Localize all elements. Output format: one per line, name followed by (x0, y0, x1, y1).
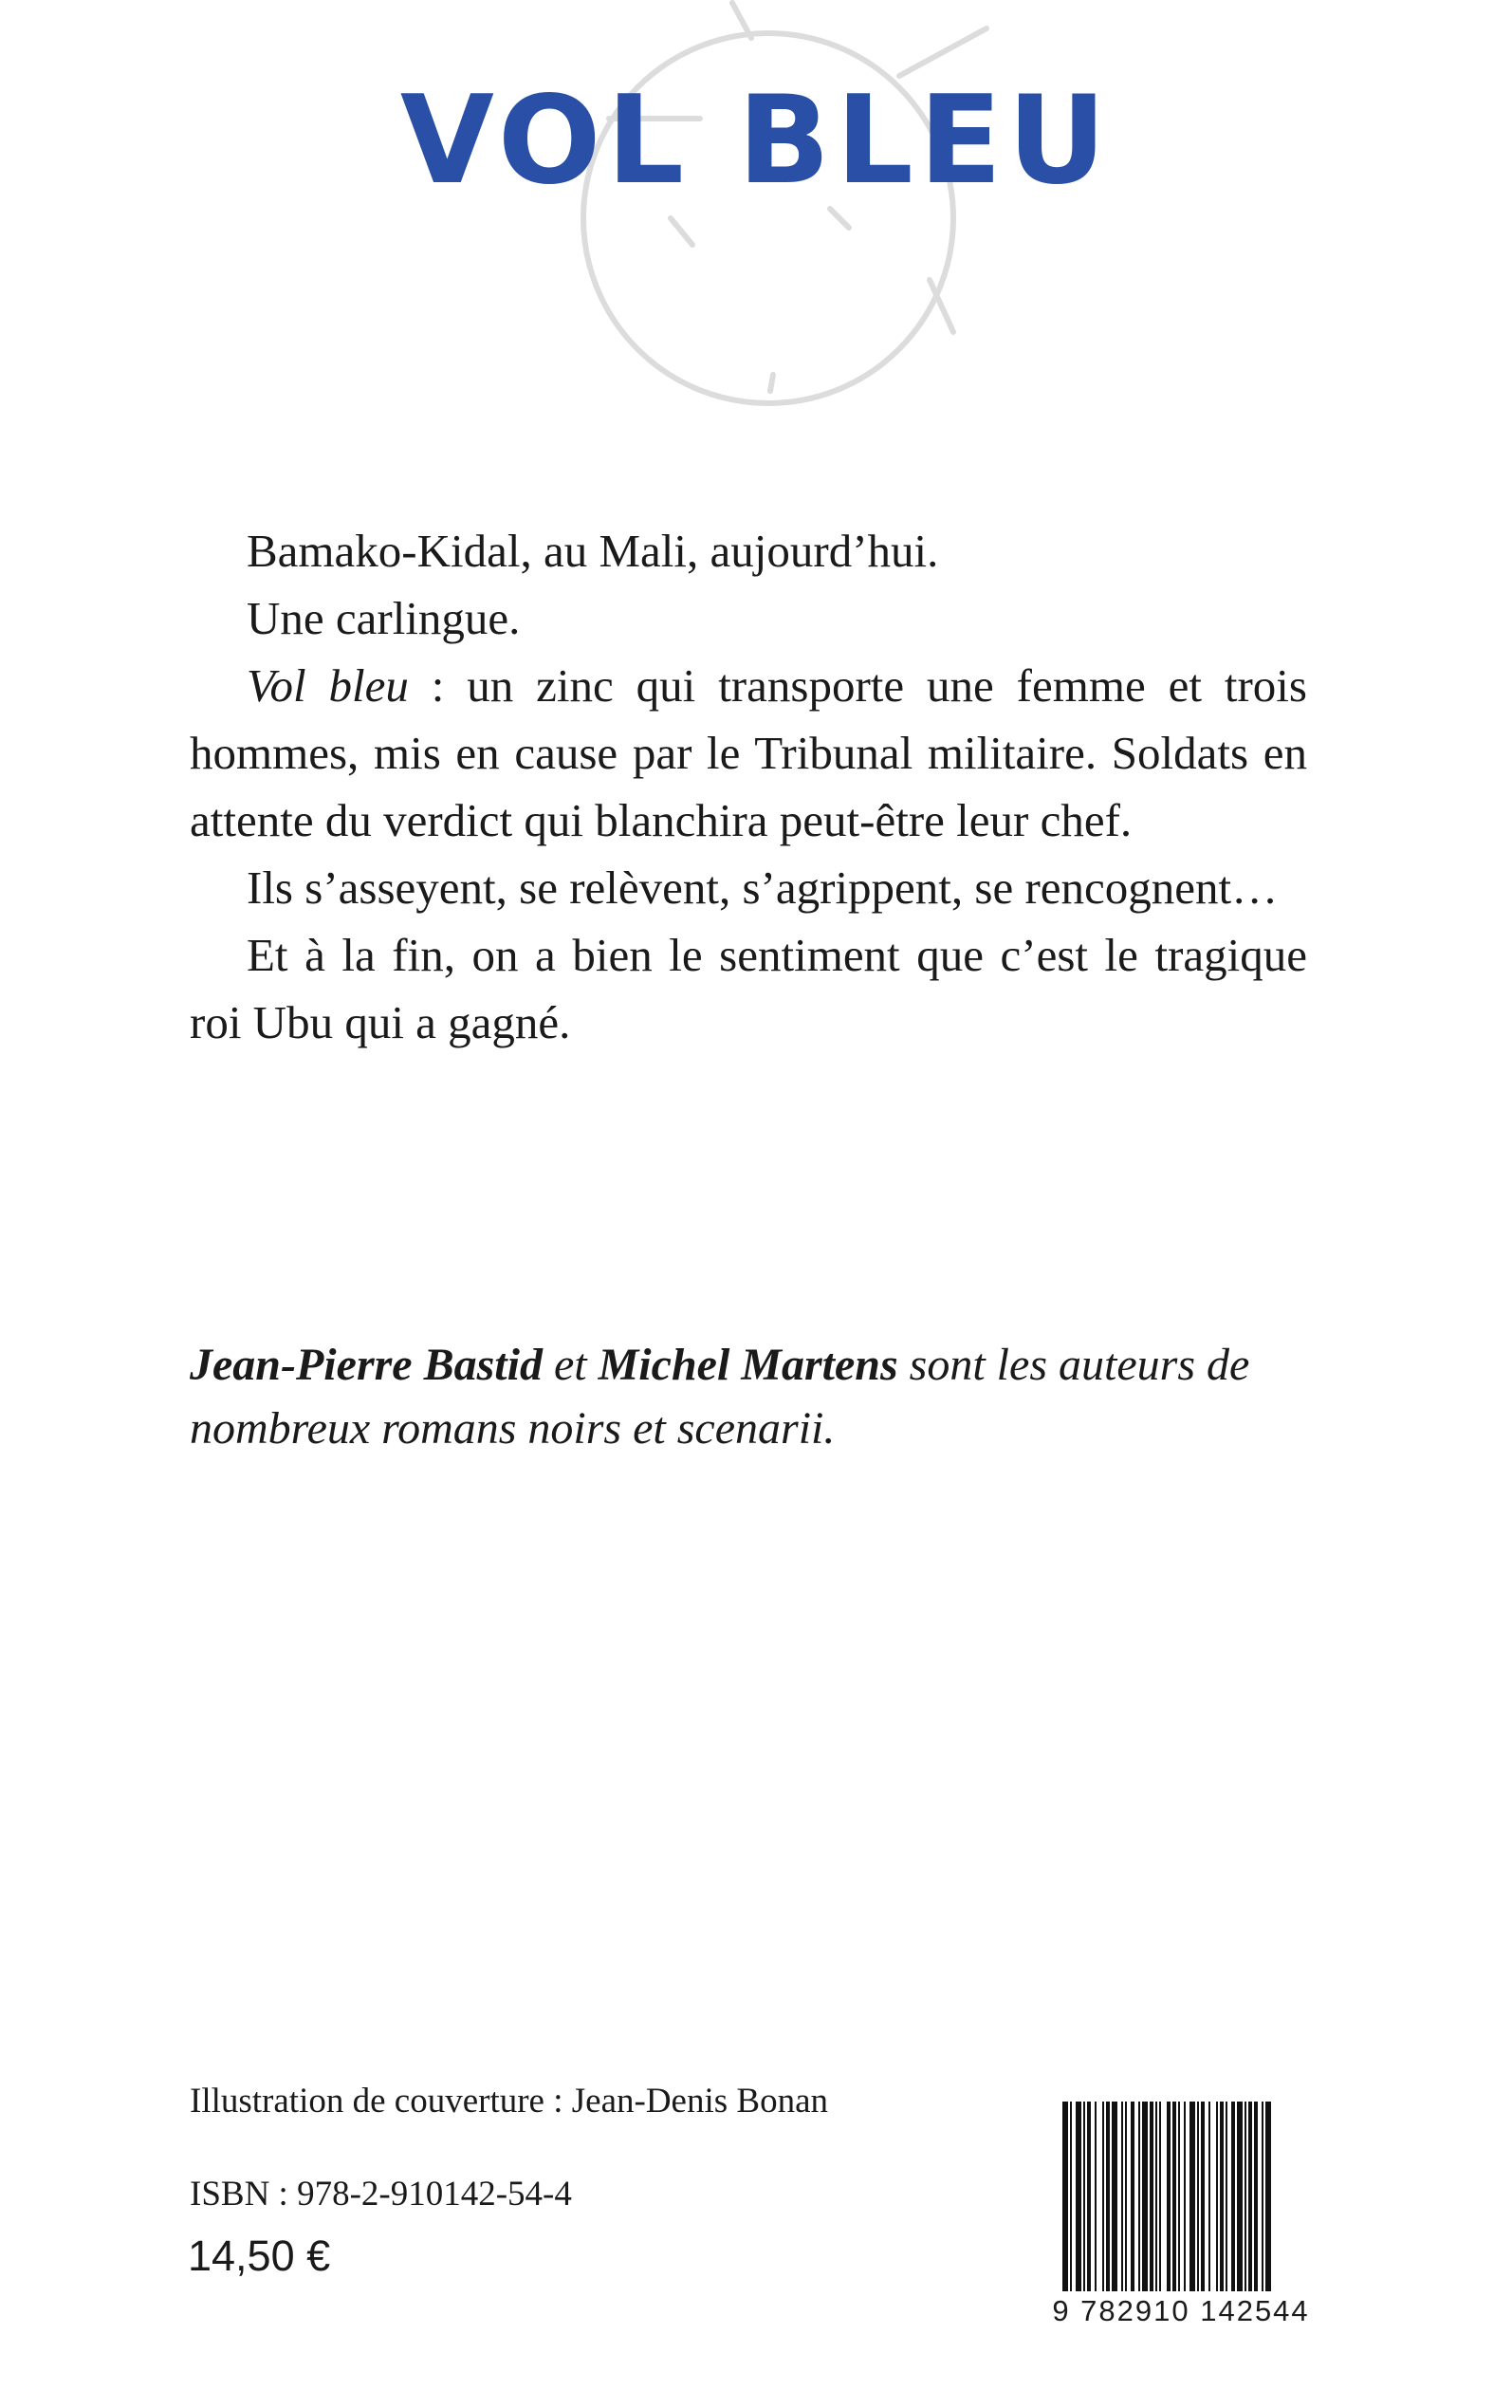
barcode-bar (1248, 2102, 1252, 2291)
barcode-bar (1125, 2102, 1127, 2291)
author-name: Michel Martens (598, 1340, 898, 1390)
barcode-bar (1262, 2102, 1263, 2291)
blurb-text: : un zinc qui transporte une femme et trois hommes, mis en cause par le Tribunal militaire. Soldats en attente du verdict qui blanchira peut-être leur chef. (190, 659, 1307, 846)
barcode-bar (1167, 2102, 1171, 2291)
barcode-bar (1178, 2102, 1180, 2291)
barcode-bar (1237, 2102, 1243, 2291)
crosshair-watermark-icon (531, 0, 1005, 427)
barcode-bar (1184, 2102, 1186, 2291)
author-bio (190, 1333, 1318, 1460)
barcode-bar (1155, 2102, 1157, 2291)
barcode-bar (1131, 2102, 1134, 2291)
barcode-bar (1216, 2102, 1218, 2291)
barcode-icon (1060, 2102, 1318, 2291)
barcode-bar (1095, 2102, 1097, 2291)
blurb-title-italic: Vol bleu (247, 659, 409, 712)
barcode-bar (1208, 2102, 1210, 2291)
barcode-bar (1245, 2102, 1246, 2291)
barcode-bar (1201, 2102, 1205, 2291)
blurb-paragraph: Une carlingue. (247, 592, 521, 644)
barcode-bar (1121, 2102, 1123, 2291)
barcode-bar (1076, 2102, 1081, 2291)
blurb-paragraph: Ils s’asseyent, se relèvent, s’agrippent, se rencognent… (247, 861, 1279, 914)
barcode-bar (1172, 2102, 1176, 2291)
barcode-bar (1062, 2102, 1068, 2291)
isbn: ISBN : 978-2-910142-54-4 (190, 2175, 572, 2214)
barcode-bar (1265, 2102, 1271, 2291)
blurb-paragraph (190, 652, 1307, 854)
barcode-bar (1083, 2102, 1085, 2291)
author-bio-text: sont les auteurs de nombreux romans noirs et scenarii. (190, 1340, 1250, 1454)
author-conjunction: et (553, 1340, 587, 1390)
barcode-bar (1106, 2102, 1110, 2291)
author-name: Jean-Pierre Bastid (190, 1340, 543, 1390)
barcode-bar (1226, 2102, 1227, 2291)
blurb (190, 517, 1307, 1056)
barcode-bar (1220, 2102, 1224, 2291)
barcode-bar (1087, 2102, 1091, 2291)
barcode-bar (1112, 2102, 1117, 2291)
barcode-bar (1254, 2102, 1258, 2291)
barcode-bar (1142, 2102, 1148, 2291)
barcode-bar (1159, 2102, 1161, 2291)
barcode-bar (1189, 2102, 1195, 2291)
barcode-bar (1231, 2102, 1235, 2291)
book-title: VOL BLEU (399, 70, 1113, 212)
barcode-bar (1138, 2102, 1140, 2291)
barcode-bar (1150, 2102, 1153, 2291)
price: 14,50 € (188, 2232, 331, 2280)
illustration-credit: Illustration de couverture : Jean-Denis Bonan (190, 2082, 828, 2121)
blurb-paragraph: Et à la fin, on a bien le sentiment que c’est le tragique roi Ubu qui a gagné. (190, 929, 1307, 1048)
barcode-bar (1102, 2102, 1104, 2291)
blurb-paragraph: Bamako-Kidal, au Mali, aujourd’hui. (247, 525, 939, 577)
barcode-bar (1070, 2102, 1072, 2291)
barcode-digits: 9 782910 142544 (1052, 2294, 1310, 2327)
barcode-bar (1197, 2102, 1199, 2291)
